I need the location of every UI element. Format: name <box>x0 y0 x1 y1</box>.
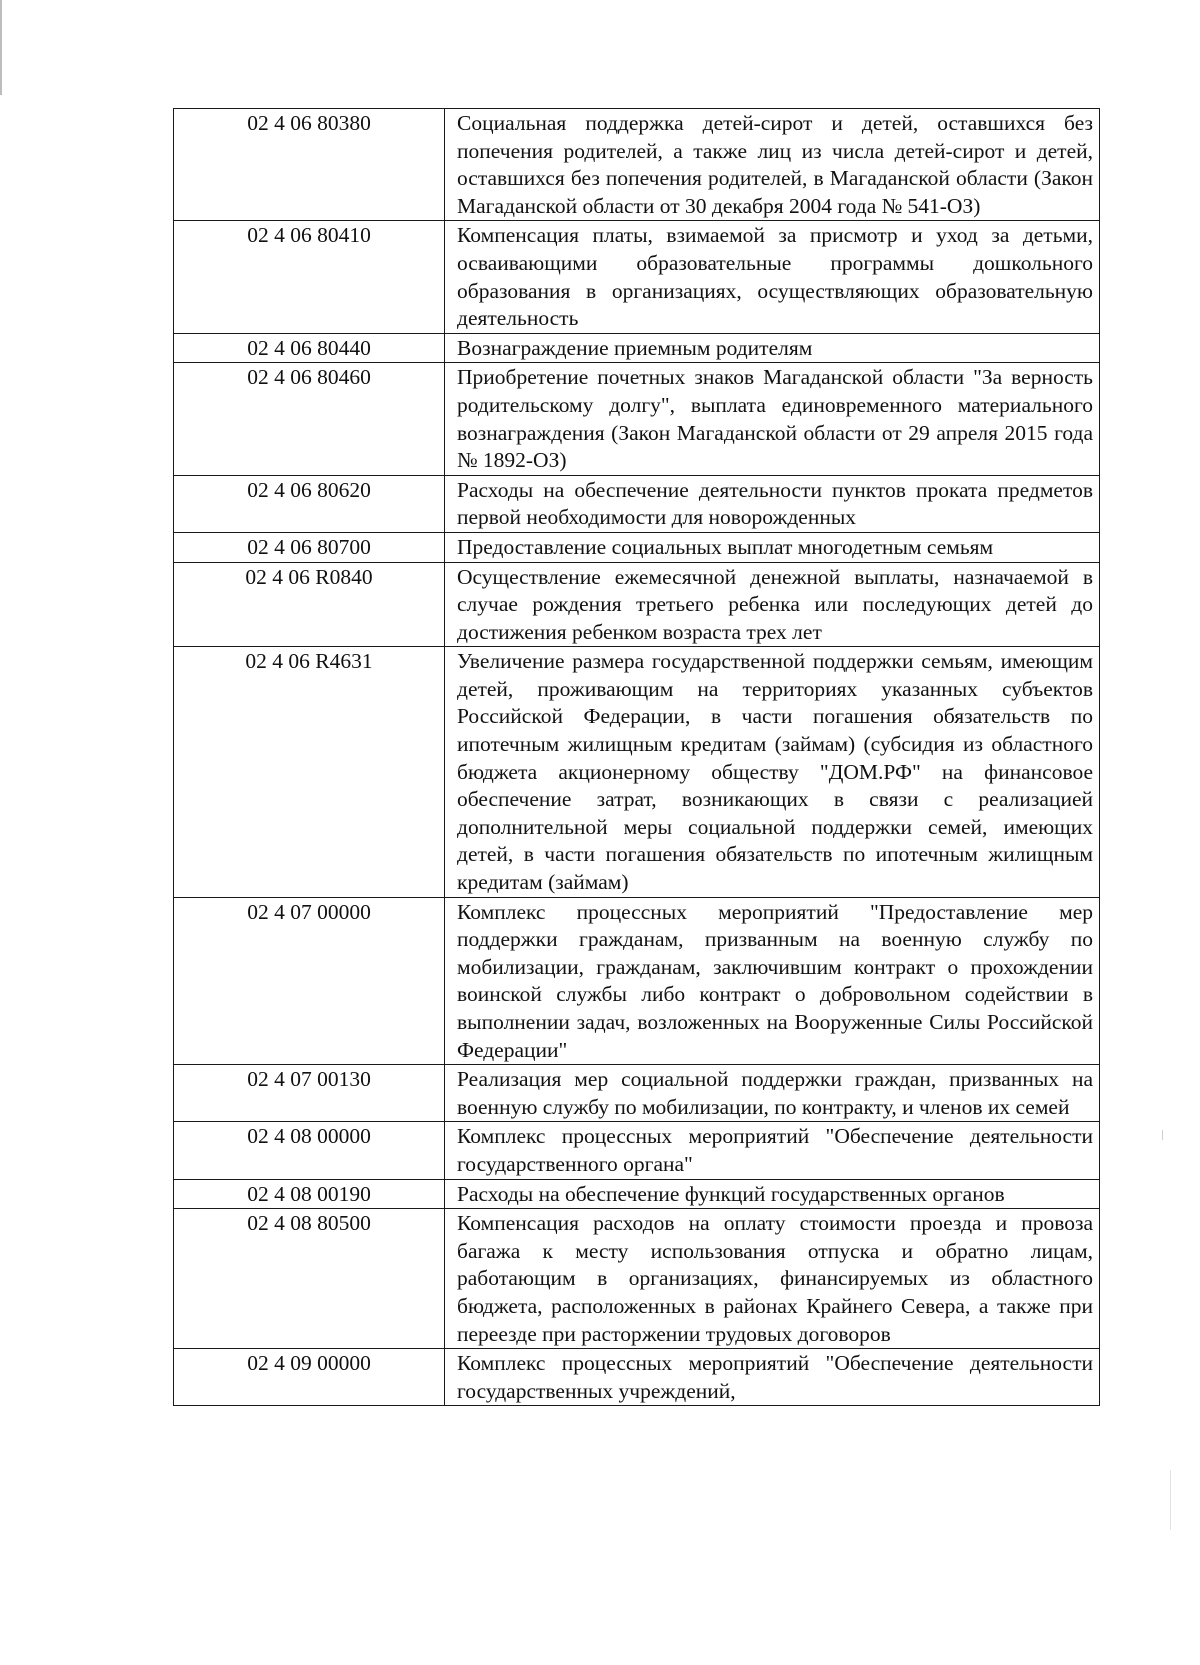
classification-code: 02 4 06 80620 <box>174 475 445 532</box>
classification-code: 02 4 08 80500 <box>174 1209 445 1349</box>
budget-classification-table <box>173 108 1100 1406</box>
table-row <box>174 333 1100 363</box>
expense-description: Приобретение почетных знаков Магаданской области "За верность родительскому долгу", выплата единовременного материального вознаграждения (Закон Магаданской области от 29 апреля 2015 года № 1892-ОЗ) <box>445 363 1100 475</box>
expense-description: Увеличение размера государственной поддержки семьям, имеющим детей, проживающим на территориях указанных субъектов Российской Федерации, в части погашения обязательств по ипотечным жилищным кредитам (займам) (субсидия из областного бюджета акционерному обществу "ДОМ.РФ" на финансовое обеспечение затрат, возникающих в связи с реализацией дополнительной меры социальной поддержки семей, имеющих детей, в части погашения обязательств по ипотечным жилищным кредитам (займам) <box>445 647 1100 897</box>
table-row <box>174 363 1100 475</box>
expense-description: Комплекс процессных мероприятий "Обеспечение деятельности государственных учреждений, <box>445 1349 1100 1406</box>
scan-margin-mark <box>1170 1470 1171 1530</box>
table-row <box>174 475 1100 532</box>
table-row <box>174 1122 1100 1179</box>
scan-edge-mark <box>0 0 2 95</box>
classification-code: 02 4 06 80410 <box>174 221 445 333</box>
table-row <box>174 647 1100 897</box>
table-row <box>174 1179 1100 1209</box>
scan-margin-mark <box>1162 1130 1163 1140</box>
expense-description: Предоставление социальных выплат многодетным семьям <box>445 532 1100 562</box>
expense-description: Осуществление ежемесячной денежной выплаты, назначаемой в случае рождения третьего ребенка или последующих детей до достижения ребенком возраста трех лет <box>445 562 1100 647</box>
table-row <box>174 1065 1100 1122</box>
expense-description: Компенсация расходов на оплату стоимости проезда и провоза багажа к месту использования отпуска и обратно лицам, работающим в организациях, финансируемых из областного бюджета, расположенных в районах Крайнего Севера, а также при переезде при расторжении трудовых договоров <box>445 1209 1100 1349</box>
expense-description: Комплекс процессных мероприятий "Обеспечение деятельности государственного органа" <box>445 1122 1100 1179</box>
classification-code: 02 4 06 80440 <box>174 333 445 363</box>
classification-code: 02 4 08 00190 <box>174 1179 445 1209</box>
table-row <box>174 221 1100 333</box>
expense-description: Реализация мер социальной поддержки граждан, призванных на военную службу по мобилизации, по контракту, и членов их семей <box>445 1065 1100 1122</box>
classification-code: 02 4 09 00000 <box>174 1349 445 1406</box>
classification-code: 02 4 08 00000 <box>174 1122 445 1179</box>
table-row <box>174 897 1100 1065</box>
classification-code: 02 4 07 00000 <box>174 897 445 1065</box>
classification-code: 02 4 07 00130 <box>174 1065 445 1122</box>
table-row <box>174 532 1100 562</box>
table-row <box>174 1349 1100 1406</box>
expense-description: Социальная поддержка детей-сирот и детей, оставшихся без попечения родителей, а также лиц из числа детей-сирот и детей, оставшихся без попечения родителей, в Магаданской области (Закон Магаданской области от 30 декабря 2004 года № 541-ОЗ) <box>445 109 1100 221</box>
classification-code: 02 4 06 R0840 <box>174 562 445 647</box>
table-body <box>174 109 1100 1406</box>
expense-description: Расходы на обеспечение функций государственных органов <box>445 1179 1100 1209</box>
expense-description: Компенсация платы, взимаемой за присмотр и уход за детьми, осваивающими образовательные программы дошкольного образования в организациях, осуществляющих образовательную деятельность <box>445 221 1100 333</box>
expense-description: Комплекс процессных мероприятий "Предоставление мер поддержки гражданам, призванным на военную службу по мобилизации, гражданам, заключившим контракт о прохождении воинской службы либо контракт о добровольном содействии в выполнении задач, возложенных на Вооруженные Силы Российской Федерации" <box>445 897 1100 1065</box>
classification-code: 02 4 06 80700 <box>174 532 445 562</box>
table-row <box>174 109 1100 221</box>
classification-code: 02 4 06 R4631 <box>174 647 445 897</box>
table-row <box>174 1209 1100 1349</box>
expense-description: Вознаграждение приемным родителям <box>445 333 1100 363</box>
classification-code: 02 4 06 80460 <box>174 363 445 475</box>
table-row <box>174 562 1100 647</box>
expense-description: Расходы на обеспечение деятельности пунктов проката предметов первой необходимости для новорожденных <box>445 475 1100 532</box>
classification-code: 02 4 06 80380 <box>174 109 445 221</box>
